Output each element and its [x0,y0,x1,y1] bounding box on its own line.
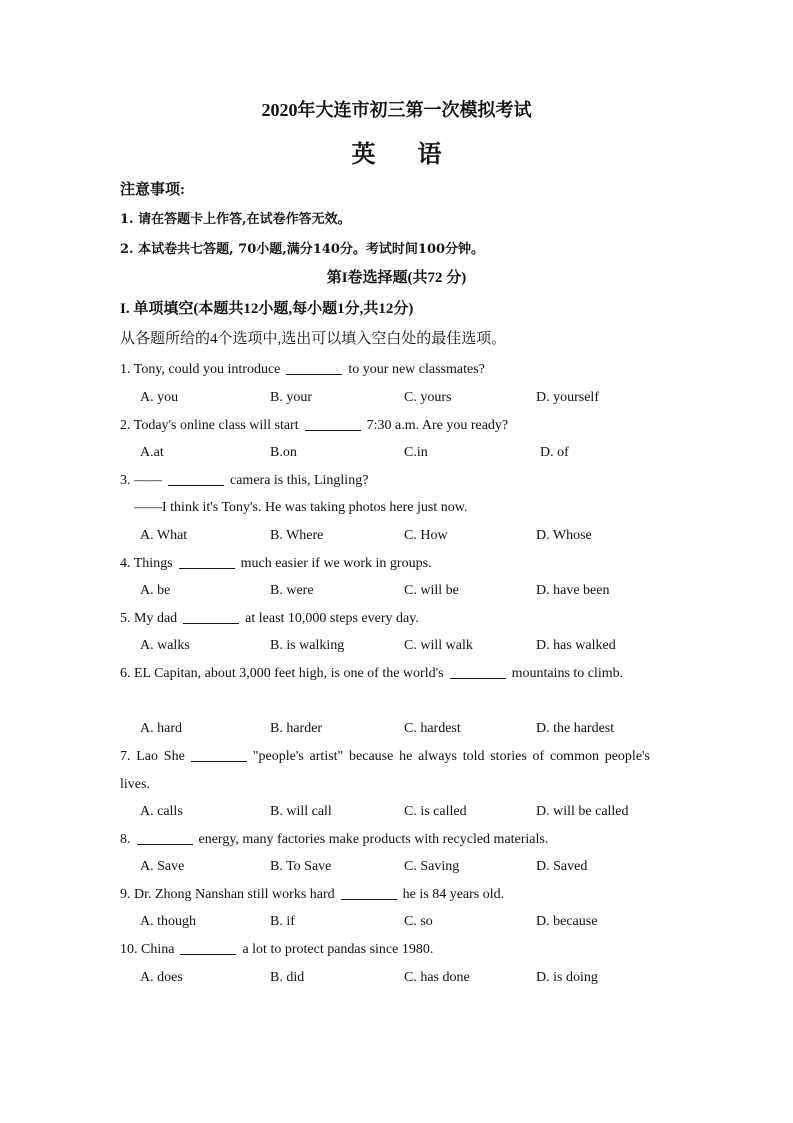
question-3 [120,471,368,491]
options-1 [140,388,660,408]
note-item-1: 1. 请在答题卡上作答,在试卷作答无效。 [120,212,351,227]
option-a: A. hard [140,721,182,736]
option-a: A. does [140,970,183,985]
question-text: 2. Today's online class will start [120,418,299,433]
answer-blank [168,471,224,486]
answer-blank [183,609,239,624]
option-c: C. is called [404,804,467,819]
option-b: B. Where [270,528,324,543]
options-5 [140,636,660,656]
answer-blank [137,830,193,845]
option-c: C. will walk [404,638,473,653]
option-a: A. What [140,528,188,543]
answer-blank [179,554,235,569]
option-c: C. How [404,528,448,543]
question-text: 7:30 a.m. Are you ready? [366,418,509,433]
option-c: C. yours [404,390,452,405]
option-a: A. Save [140,859,185,874]
question-10 [120,940,433,960]
options-10 [140,968,660,988]
question-text: 10. China [120,942,175,957]
question-9 [120,885,504,905]
question-text: 8. [120,832,131,847]
option-b: B. will call [270,804,332,819]
answer-blank [305,416,361,431]
option-c: C. hardest [404,721,461,736]
option-b: B. To Save [270,859,332,874]
options-6 [140,719,660,739]
option-a: A. calls [140,804,183,819]
option-d: D. the hardest [536,721,615,736]
question-1 [120,360,485,380]
option-d: D. has walked [536,638,616,653]
option-b: B. harder [270,721,323,736]
question-text: mountains to climb. [511,666,624,681]
answer-blank [341,885,397,900]
option-b: B.on [270,445,297,460]
question-3-reply: ——I think it's Tony's. He was taking photos here just now. [134,500,468,515]
option-a: A. walks [140,638,190,653]
option-b: B. your [270,390,312,405]
options-2 [140,443,660,463]
question-5 [120,609,419,629]
question-text: 7. Lao She [120,749,185,764]
question-text: 5. My dad [120,611,178,626]
question-4 [120,554,432,574]
options-8 [140,857,660,877]
question-text: energy, many factories make products with recycled materials. [198,832,549,847]
answer-blank [286,360,342,375]
notes-heading: 注意事项: [120,182,185,198]
answer-blank [450,664,506,679]
question-text: a lot to protect pandas since 1980. [242,942,434,957]
option-a: A. you [140,390,179,405]
question-text: "people's artist" because he always told stories of common people's lives. [120,749,651,792]
option-b: B. did [270,970,305,985]
question-text: to your new classmates? [348,362,485,377]
option-d: D. yourself [536,390,599,405]
option-b: B. were [270,583,314,598]
option-d: D. of [540,445,569,460]
question-text: at least 10,000 steps every day. [245,611,419,626]
question-text: 1. Tony, could you introduce [120,362,281,377]
option-d: D. is doing [536,970,598,985]
option-b: B. is walking [270,638,345,653]
option-a: A. though [140,914,196,929]
option-b: B. if [270,914,295,929]
question-text: he is 84 years old. [402,887,505,902]
option-c: C. has done [404,970,470,985]
option-d: D. Saved [536,859,588,874]
options-3 [140,526,660,546]
section-title: 第I卷选择题(共72 分) [326,270,467,286]
answer-blank [191,747,247,762]
note-item-2: 2. 本试卷共七答题, 70小题,满分140分。考试时间100分钟。 [120,242,485,257]
option-c: C. Saving [404,859,460,874]
answer-blank [180,940,236,955]
subject-title: 英 语 [351,142,460,168]
options-7 [140,802,660,822]
question-text: much easier if we work in groups. [240,556,432,571]
option-d: D. because [536,914,598,929]
options-9 [140,912,660,932]
part-instruction: 从各题所给的4个选项中,选出可以填入空白处的最佳选项。 [120,331,507,347]
exam-title: 2020年大连市初三第一次模拟考试 [261,100,532,120]
option-c: C. will be [404,583,459,598]
question-text: 3. —— [120,473,162,488]
question-8 [120,830,548,850]
option-d: D. have been [536,583,610,598]
part-heading: I. 单项填空(本题共12小题,每小题1分,共12分) [120,301,414,317]
option-c: C.in [404,445,428,460]
question-text: camera is this, Lingling? [230,473,369,488]
options-4 [140,581,660,601]
option-c: C. so [404,914,433,929]
question-6 [120,660,650,688]
option-a: A.at [140,445,164,460]
option-d: D. will be called [536,804,629,819]
question-text: 9. Dr. Zhong Nanshan still works hard [120,887,335,902]
option-d: D. Whose [536,528,592,543]
question-2 [120,416,508,436]
question-text: 4. Things [120,556,173,571]
question-7 [120,743,650,799]
option-a: A. be [140,583,171,598]
question-text: 6. EL Capitan, about 3,000 feet high, is one of the world's [120,666,444,681]
